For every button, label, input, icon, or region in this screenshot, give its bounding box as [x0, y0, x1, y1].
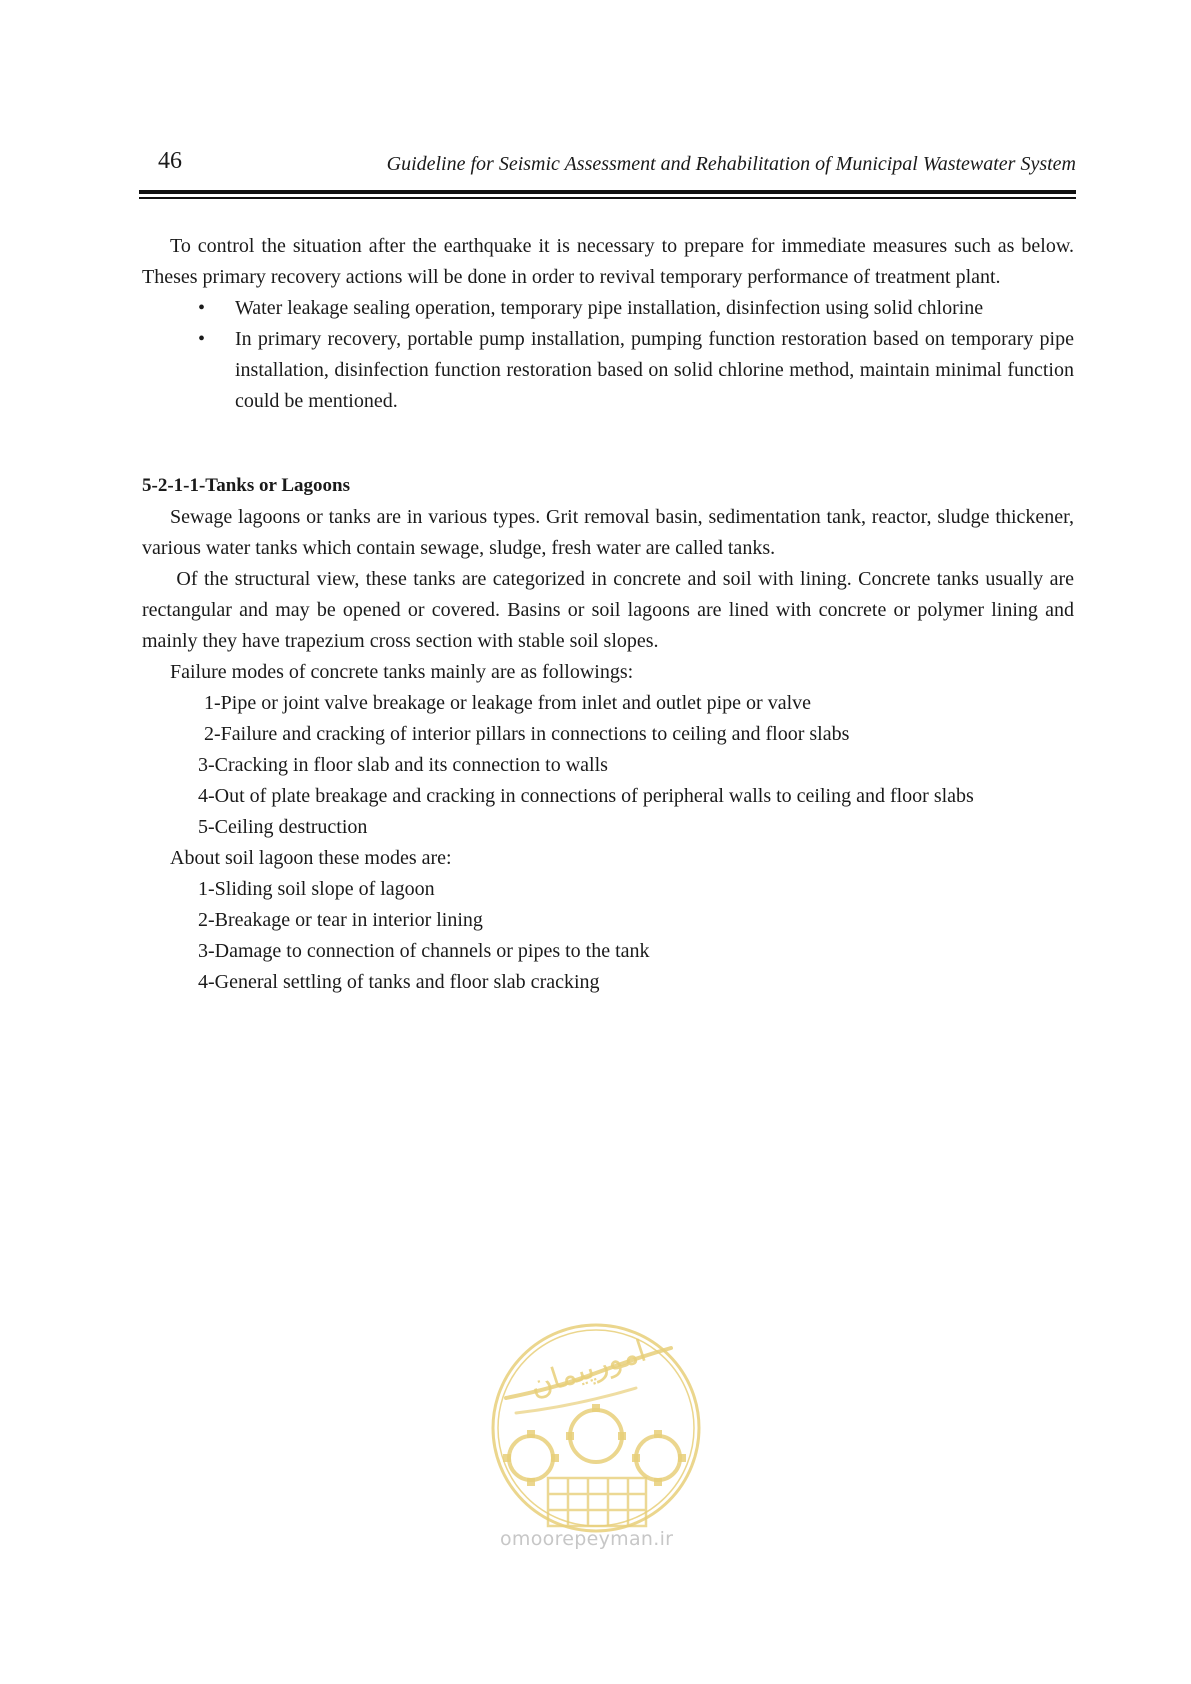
watermark-url: omoorepeyman.ir — [500, 1528, 674, 1550]
bullet-icon: • — [198, 328, 206, 350]
soil-mode-item: 3-Damage to connection of channels or pipes to the tank — [198, 940, 650, 962]
header-rule-thin — [139, 197, 1076, 199]
concrete-mode-item: 1-Pipe or joint valve breakage or leakage from inlet and outlet pipe or valve — [204, 692, 812, 714]
section-heading: 5-2-1-1-Tanks or Lagoons — [142, 475, 350, 496]
section-block — [142, 470, 1074, 501]
concrete-intro: Failure modes of concrete tanks mainly are as followings: — [170, 661, 634, 683]
header-rule — [139, 190, 1076, 194]
concrete-mode-item: 4-Out of plate breakage and cracking in connections of peripheral walls to ceiling and floor slabs — [198, 785, 974, 807]
watermark-logo-lettering: امورپیمان — [525, 1333, 651, 1405]
soil-intro: About soil lagoon these modes are: — [170, 847, 452, 869]
concrete-mode-item: 5-Ceiling destruction — [198, 816, 368, 838]
soil-mode-item: 1-Sliding soil slope of lagoon — [198, 878, 435, 900]
concrete-mode-item: 3-Cracking in floor slab and its connection to walls — [198, 754, 608, 776]
section-body — [142, 502, 1079, 998]
section-paragraph-1: Sewage lagoons or tanks are in various types. Grit removal basin, sedimentation tank, reactor, sludge thickener, various water tanks which contain sewage, sludge, fresh water are called tanks. — [142, 506, 1074, 559]
bullet-icon: • — [198, 297, 206, 319]
page-number: 46 — [158, 148, 182, 174]
soil-mode-item: 2-Breakage or tear in interior lining — [198, 909, 483, 931]
bullet-item — [142, 324, 1074, 417]
concrete-mode-item: 2-Failure and cracking of interior pillars in connections to ceiling and floor slabs — [204, 723, 850, 745]
recovery-bullet-list — [142, 293, 1074, 417]
section-paragraph-2: Of the structural view, these tanks are categorized in concrete and soil with lining. Concrete tanks usually are rectangular and may be opened or covered. Basins or soil lagoons are lined with concrete or polymer lining and mainly they have trapezium cross section with stable soil slopes. — [142, 568, 1079, 652]
soil-mode-item: 4-General settling of tanks and floor slab cracking — [198, 971, 600, 993]
intro-paragraph: To control the situation after the earthquake it is necessary to prepare for immediate measures such as below. Theses primary recovery actions will be done in order to revival temporary performance of treatment plant. — [142, 235, 1074, 288]
bullet-item — [142, 293, 1074, 324]
bullet-text: Water leakage sealing operation, temporary pipe installation, disinfection using solid chlorine — [235, 297, 984, 319]
bullet-text: In primary recovery, portable pump installation, pumping function restoration based on temporary pipe installation, disinfection function restoration based on solid chlorine method, maintain minimal function could be mentioned. — [235, 328, 1074, 412]
running-title: Guideline for Seismic Assessment and Rehabilitation of Municipal Wastewater System — [386, 153, 1076, 175]
intro-block — [142, 231, 1074, 417]
